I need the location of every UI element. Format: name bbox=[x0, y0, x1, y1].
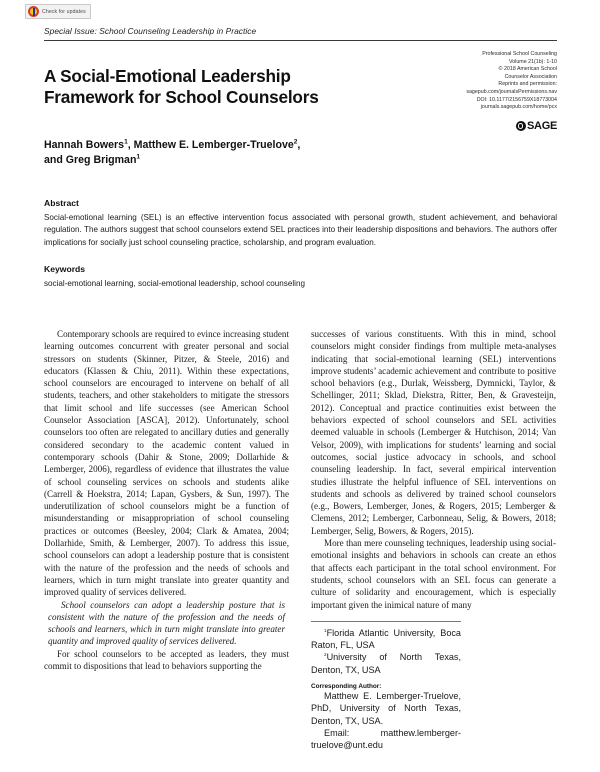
body-paragraph-right-2: More than mere counseling techniques, leadership using social-emotional insights and behaviors in schools can create an ethos that affects each participant in the total school environment. For students, school counselors with an SEL focus can generate a culture of solidarity and encouragement, which is especially important given the inimical nature of many bbox=[311, 538, 556, 610]
author-affil-marker-3: 1 bbox=[136, 152, 141, 160]
sage-logo-text: SAGE bbox=[527, 120, 557, 132]
affiliation-2-text: University of North Texas, Denton, TX, USA bbox=[311, 652, 461, 675]
permissions-url[interactable]: sagepub.com/journalsPermissions.nav bbox=[466, 88, 557, 95]
footnote-block bbox=[311, 621, 461, 752]
pull-quote: School counselors can adopt a leadership posture that is consistent with the nature of the profession and the needs of schools and learners, which in turn might translate into greater quantity and improved quality of services delivered. bbox=[48, 599, 285, 647]
author-list bbox=[44, 138, 384, 167]
keywords-text: social-emotional learning, social-emotional leadership, school counseling bbox=[44, 278, 305, 288]
crossmark-update-badge[interactable] bbox=[25, 4, 91, 19]
corresponding-author-email[interactable]: Email: matthew.lemberger-truelove@unt.edu bbox=[311, 727, 461, 751]
reprints-label: Reprints and permission: bbox=[498, 81, 557, 88]
copyright-line-1: © 2018 American School bbox=[498, 66, 557, 73]
journal-volume: Volume 21(1b): 1-10 bbox=[509, 58, 557, 65]
author-separator-2: , bbox=[297, 139, 301, 151]
page-title: A Social-Emotional Leadership Framework for School Counselors bbox=[44, 65, 319, 107]
author-affil-marker-1: 1 bbox=[124, 138, 128, 146]
abstract-heading: Abstract bbox=[44, 198, 79, 208]
abstract-section bbox=[44, 198, 557, 249]
body-column-left bbox=[44, 328, 289, 752]
body-paragraph-left-2: For school counselors to be accepted as leaders, they must commit to dispositions that lead to behaviors supporting the bbox=[44, 648, 289, 672]
crossmark-icon bbox=[28, 6, 39, 17]
sage-mark-icon bbox=[516, 121, 526, 131]
body-paragraph-right-1: successes of various constituents. With this in mind, school counselors might consider findings from multiple meta-analyses indicating that social-emotional learning (SEL) interventions improve students’ academic achievement and contribute to positive school behaviors (e.g., Durlak, Weissberg, Dymnicki, Taylor, & Schellinger, 2011; Sklad, Diekstra, Ritter, Ben, & Gravesteijn, 2012). Conceptual and practice continuities exist between the behaviors expected of school counselors and SEL activities deemed valuable in schools (Lemberger & Hutchison, 2014; Van Velsor, 2009), with implications for students’ learning and social outcomes, social justice advocacy in schools, and school counseling leadership. In fact, several empirical intervention studies illustrate the helpful influence of SEL interventions on students and schools as delivered by trained school counselors (e.g., Bowers, Lemberger, Jones, & Rogers, 2015; Lemberger & Clemens, 2012; Lemberger, Carbonneau, Selig, & Bowers, 2018; Lemberger, Selig, Bowers, & Rogers, 2015). bbox=[311, 329, 556, 536]
journal-name: Professional School Counseling bbox=[482, 51, 557, 57]
corresponding-author-address: Matthew E. Lemberger-Truelove, PhD, University of North Texas, Denton, TX, USA. bbox=[311, 691, 461, 726]
journal-home-url[interactable]: journals.sagepub.com/home/pcx bbox=[480, 104, 557, 111]
body-column-right bbox=[311, 328, 556, 752]
header-divider bbox=[44, 40, 557, 41]
affiliation-marker-2: 2 bbox=[324, 652, 327, 658]
keywords-section bbox=[44, 264, 557, 290]
author-name-2: Matthew E. Lemberger-Truelove bbox=[133, 139, 294, 151]
keywords-heading: Keywords bbox=[44, 264, 86, 274]
affiliation-2 bbox=[311, 651, 461, 676]
crossmark-label: Check for updates bbox=[42, 8, 86, 15]
author-affil-marker-2: 2 bbox=[293, 138, 298, 146]
affiliation-marker-1: 1 bbox=[324, 627, 327, 633]
affiliation-1 bbox=[311, 627, 461, 652]
copyright-line-2: Counselor Association bbox=[504, 73, 557, 80]
affiliation-1-text: Florida Atlantic University, Boca Raton, FL, USA bbox=[311, 627, 461, 651]
body-paragraph-left-1: Contemporary schools are required to evince increasing student learning outcomes concurrent with greater personal and social stressors on students (Skinner, Pitzer, & Steele, 2016) and educators (Klassen & Chiu, 2011). Within these expectations, school counselors are encouraged to intervene on behalf of all students, teachers, and other stakeholders to mitigate the stressors that limit school and life successes (see American School Counselor Association [ASCA], 2012). Unfortunately, school counselors too often are relegated to ancillary duties and generally considered secondary to the academic content valued in contemporary schools (Dahir & Stone, 2009; Dollarhide & Lemberger, 2006), regardless of evidence that illustrates the value of school counseling services on schools and students alike (Carrell & Hoekstra, 2014; Lapan, Gysbers, & Sun, 1997). The underutilization of school counselors might be a function of misunderstanding or misappropriation of school counseling practices or outcomes (Beesley, 2004; Clark & Amatea, 2004; Dollarhide, Smith, & Lemberger, 2007). To address this issue, school counselors can adopt a leadership posture that is consistent with the nature of the profession and the needs of schools and learners, which in turn might translate into greater quantity and improved quality of services delivered. bbox=[44, 329, 289, 598]
corresponding-author-heading: Corresponding Author: bbox=[311, 683, 382, 691]
sage-publisher-logo bbox=[516, 120, 557, 132]
author-name-1: Hannah Bowers bbox=[44, 139, 125, 151]
doi-line[interactable]: DOI: 10.1177/2156759X18773004 bbox=[476, 96, 557, 103]
abstract-text: Social-emotional learning (SEL) is an effective intervention focus associated with personal growth, student achievement, and behavioral regulation. The authors suggest that school counselors extend SEL practices into their leadership dispositions and behaviors. The authors offer implications for socially just school counseling practice, scholarship, and program evaluation. bbox=[44, 212, 557, 247]
article-body bbox=[44, 328, 557, 752]
journal-metadata bbox=[397, 51, 557, 112]
author-separator-1: , bbox=[127, 139, 134, 151]
author-name-3: and Greg Brigman bbox=[44, 153, 137, 166]
special-issue-running-head: Special Issue: School Counseling Leadership in Practice bbox=[44, 26, 257, 36]
